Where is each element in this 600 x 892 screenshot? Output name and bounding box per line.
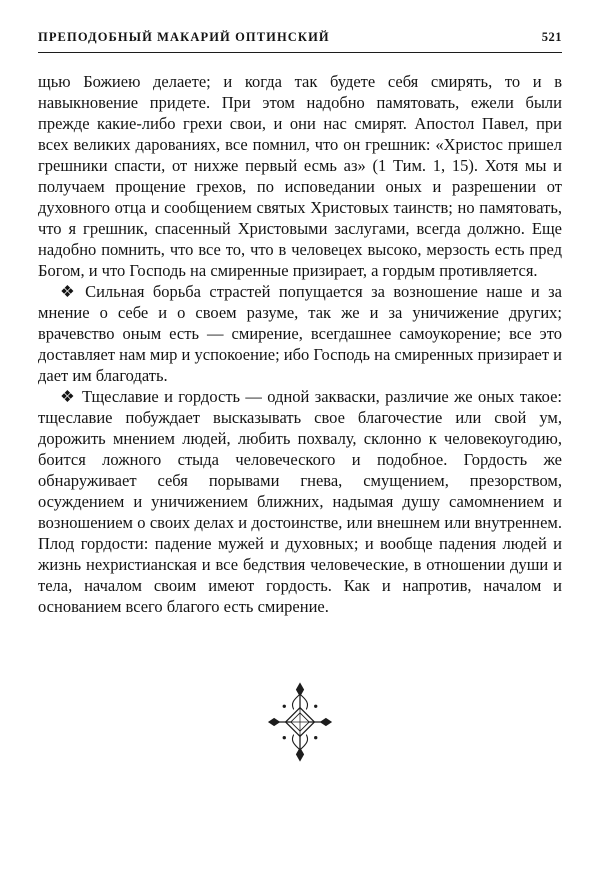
paragraph-text: щью Божиею делаете; и когда так будете себя смирять, то и в навыкновение придете. При этом надобно памятовать, ежели были прежде какие-либо грехи свои, и они нас смирят. Апостол Павел, при всех великих дарованиях, все помнил, что он грешник: «Христос пришел грешники спасти, от нихже первый есмь аз» (1 Тим. 1, 15). Хотя мы и получаем прощение грехов, по исповедании оных и разрешении от духовного отца и сообщением святых Христовых таинств; но памятовать, что я грешник, спасенный Христовыми заслугами, всегда должно. Еще надобно помнить, что все то, что в человецех высоко, мерзость есть пред Богом, и что Господь на смиренные призирает, а гордым противляется. xyxy=(38,72,562,280)
ornament-container xyxy=(38,681,562,768)
floral-cross-ornament-icon xyxy=(263,681,337,763)
body-text xyxy=(38,71,562,617)
diamond-bullet-icon: ❖ xyxy=(60,282,80,301)
header-title: ПРЕПОДОБНЫЙ МАКАРИЙ ОПТИНСКИЙ xyxy=(38,30,330,44)
page-number: 521 xyxy=(541,30,562,44)
running-header xyxy=(38,30,562,53)
paragraph-text: Сильная борьба страстей попущается за возношение наше и за мнение о себе и о своем разуме, так же и за уничижение других; врачевство оным есть — смирение, всегдашнее самоукорение; все это доставляет нам мир и успокоение; ибо Господь на смиренных призирает и дает им благодать. xyxy=(38,282,563,385)
paragraph xyxy=(38,386,562,617)
paragraph xyxy=(38,281,562,386)
diamond-bullet-icon: ❖ xyxy=(60,387,77,406)
paragraph xyxy=(38,71,562,281)
paragraph-text: Тщеславие и гордость — одной закваски, различие же оных такое: тщеславие побуждает высказывать свое благочестие или свой ум, дорожить мнением людей, любить похвалу, склонно к человекоугодию, боится ложного стыда человеческого и подобное. Гордость же обнаруживает себя порывами гнева, смущением, презорством, осуждением и уничижением ближних, надымая душу самомнением и возношением о своих делах и достоинстве, или внешнем или внутреннем. Плод гордости: падение мужей и духовных; и вообще падения людей и жизнь нехристианская и все бедствия человеческие, в отношении души и тела, началом своим имеют гордость. Как и напротив, началом и основанием всего благого есть смирение. xyxy=(38,387,562,616)
